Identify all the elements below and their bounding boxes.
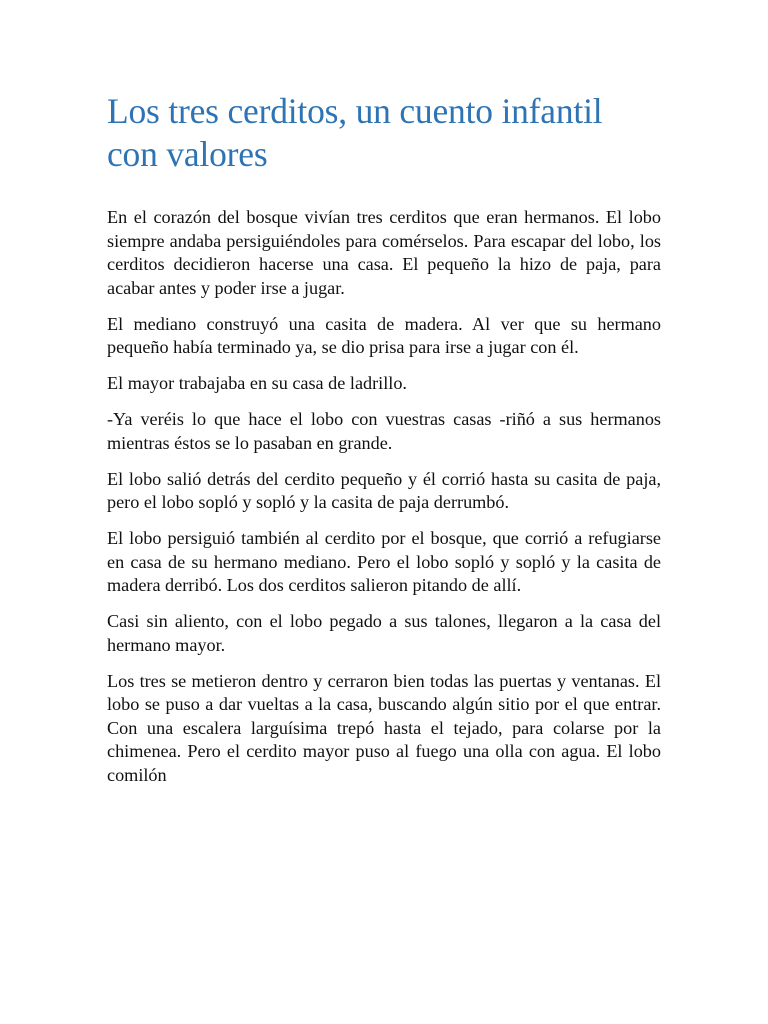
document-title: Los tres cerditos, un cuento infantil con valores — [107, 91, 603, 174]
paragraph: El lobo salió detrás del cerdito pequeño y él corrió hasta su casita de paja, pero el lobo sopló y sopló y la casita de paja derrumbó. — [107, 468, 661, 512]
paragraph: El lobo persiguió también al cerdito por el bosque, que corrió a refugiarse en casa de su hermano mediano. Pero el lobo sopló y sopló y la casita de madera derribó. Los dos cerditos salieron pitando de allí. — [107, 528, 661, 595]
paragraph: Los tres se metieron dentro y cerraron bien todas las puertas y ventanas. El lobo se puso a dar vueltas a la casa, buscando algún sitio por el que entrar. Con una escalera larguísima trepó hasta el tejado, para colarse por la chimenea. Pero el cerdito mayor puso al fuego una olla con agua. El lobo comilón — [107, 670, 661, 785]
paragraph: Casi sin aliento, con el lobo pegado a sus talones, llegaron a la casa del hermano mayor. — [107, 611, 661, 655]
paragraph: El mayor trabajaba en su casa de ladrillo. — [107, 373, 407, 393]
document-body — [107, 206, 661, 787]
paragraph: El mediano construyó una casita de madera. Al ver que su hermano pequeño había terminado ya, se dio prisa para irse a jugar con él. — [107, 313, 661, 357]
paragraph: -Ya veréis lo que hace el lobo con vuestras casas -riñó a sus hermanos mientras éstos se lo pasaban en grande. — [107, 409, 661, 453]
paragraph: En el corazón del bosque vivían tres cerditos que eran hermanos. El lobo siempre andaba persiguiéndoles para comérselos. Para escapar del lobo, los cerditos decidieron hacerse una casa. El pequeño la hizo de paja, para acabar antes y poder irse a jugar. — [107, 207, 661, 298]
